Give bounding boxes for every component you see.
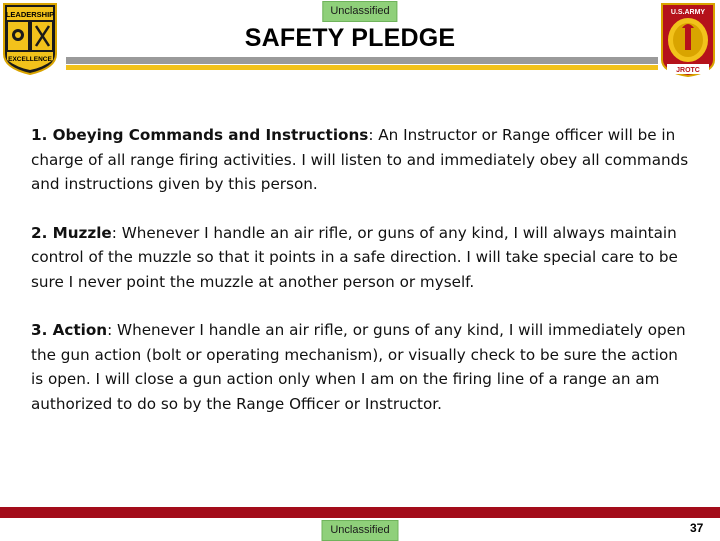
pledge-item [31, 318, 691, 416]
pledge-item-heading: 2. Muzzle [31, 223, 112, 242]
pledge-content [31, 123, 691, 440]
page-title: SAFETY PLEDGE [244, 24, 456, 52]
classification-banner-top: Unclassified [322, 1, 397, 22]
pledge-item-heading: 1. Obeying Commands and Instructions [31, 126, 369, 144]
classification-banner-bottom: Unclassified [322, 520, 399, 541]
pledge-item-separator: : [111, 223, 122, 242]
pledge-item-text: Whenever I handle an air rifle, or guns of any kind, I will immediately open the gun action (bolt or operating mechanism), or visually check to be sure the action is open. I will close a gun action only when I am on the firing line of a range an am authorized to do so by the Range Officer or Instructor. [31, 321, 686, 413]
title-rule-gray [66, 57, 658, 64]
pledge-item-text: Whenever I handle an air rifle, or guns of any kind, I will always maintain control of the muzzle so that it points in a safe direction. I will take special care to be sure I never point the muzzle at another person or myself. [31, 223, 678, 291]
title-rule-gold [66, 65, 658, 70]
page-number: 37 [690, 521, 704, 535]
svg-text:JROTC: JROTC [676, 67, 700, 74]
svg-text:EXCELLENCE: EXCELLENCE [8, 56, 52, 63]
svg-text:LEADERSHIP: LEADERSHIP [5, 10, 55, 19]
footer-bar [0, 507, 720, 518]
pledge-item-text: An Instructor or Range officer will be in charge of all range firing activities. I will listen to and immediately obey all commands and instructions given by this person. [31, 126, 689, 193]
pledge-item-separator: : [107, 321, 118, 339]
us-army-jrotc-logo [660, 2, 716, 78]
svg-text:U.S.ARMY: U.S.ARMY [670, 9, 706, 16]
pledge-item [31, 221, 691, 295]
pledge-item [31, 123, 691, 197]
pledge-item-separator: : [368, 126, 379, 144]
pledge-item-heading: 3. Action [31, 321, 108, 339]
leadership-excellence-logo [2, 2, 58, 76]
